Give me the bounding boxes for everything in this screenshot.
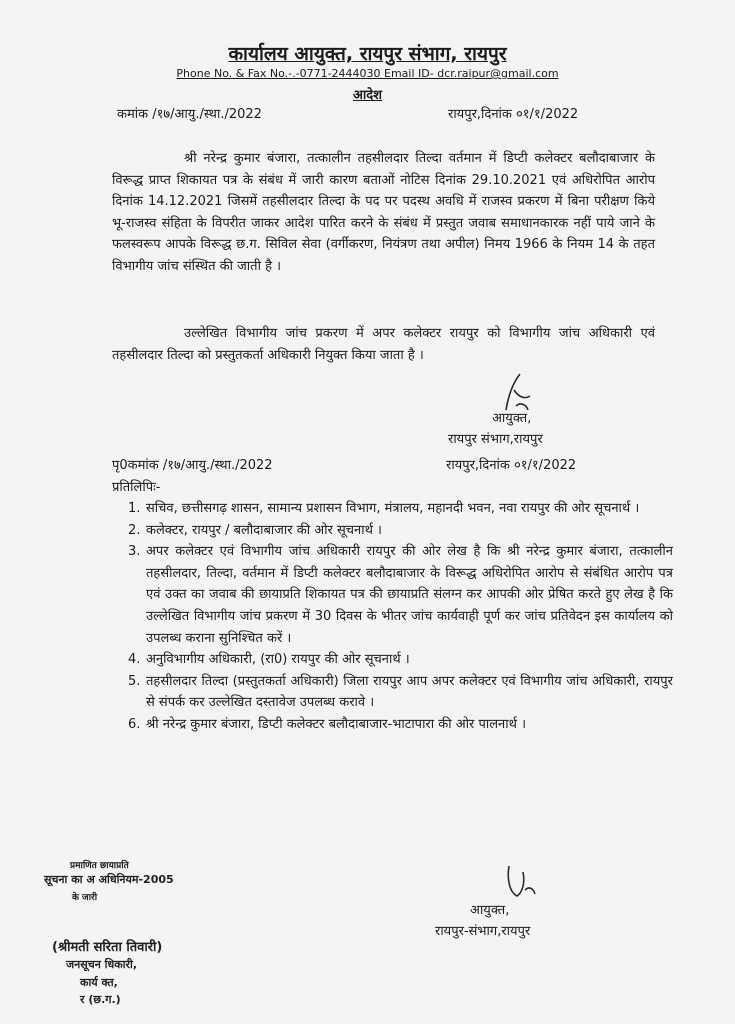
endorsement-date: रायपुर,दिनांक ०१/१/2022 xyxy=(446,458,577,473)
stamp-line-3: के जारी xyxy=(72,893,98,903)
body-paragraph-2 xyxy=(112,323,655,366)
office-title: कार्यालय आयुक्त, रायपुर संभाग, रायपुर xyxy=(228,43,507,65)
signature-1-designation: आयुक्त, xyxy=(492,411,532,426)
copy-list-number: 3. xyxy=(128,544,141,560)
body-paragraph-1 xyxy=(112,148,655,278)
stamp-officer-name: (श्रीमती सरिता तिवारी) xyxy=(52,940,163,955)
copy-list-item xyxy=(128,714,673,736)
order-number: कमांक /१७/आयु./स्था./2022 xyxy=(117,107,262,122)
copy-list-text: तहसीलदार तिल्दा (प्रस्तुतकर्ता अधिकारी) जिला रायपुर आप अपर कलेक्टर एवं विभागीय जांच अधिकारी, रायपुर से संपर्क कर उल्लेखित दस्तावेज उपलब्ध करावे । xyxy=(146,673,673,711)
copy-to-label: प्रतिलिपिः- xyxy=(112,480,161,495)
copy-list-number: 1. xyxy=(128,501,141,516)
order-heading: आदेश xyxy=(352,88,383,103)
stamp-line-1: प्रमाणित छायाप्रति xyxy=(70,861,129,871)
copy-list-text: अनुविभागीय अधिकारी, (रा0) रायपुर की ओर सूचनार्थ । xyxy=(146,652,410,668)
copy-list-text: सचिव, छत्तीसगढ़ शासन, सामान्य प्रशासन विभाग, मंत्रालय, महानदी भवन, नवा रायपुर की ओर सूचनार्थ । xyxy=(146,501,640,516)
body-paragraph-2-text: उल्लेखित विभागीय जांच प्रकरण में अपर कलेक्टर रायपुर को विभागीय जांच अधिकारी एवं तहसीलदार तिल्दा को प्रस्तुतकर्ता अधिकारी नियुक्त किया जाता है । xyxy=(112,326,655,363)
copy-list-text: अपर कलेक्टर एवं विभागीय जांच अधिकारी रायपुर की ओर लेख है कि श्री नरेन्द्र कुमार बंजारा, तत्कालीन तहसीलदार, तिल्दा, वर्तमान में डिप्टी कलेक्टर बलौदाबाजार के विरूद्ध अधिरोपित आरोप से संबंधित आरोप पत्र एवं उक्त का जवाब की छायाप्रति शिकायत पत्र की छायाप्रति संलग्न कर आपकी ओर प्रेषित करते हुए लेख है कि उल्लेखित विभागीय जांच प्रकरण में 30 दिवस के भीतर जांच कार्यवाही पूर्ण कर जांच प्रतिवेदन इस कार्यालय को उपलब्ध कराना सुनिश्चित करें । xyxy=(146,544,673,646)
copy-list-item xyxy=(128,541,673,649)
stamp-line-6: कार्य क्त, xyxy=(80,976,118,989)
signature-2-designation: आयुक्त, xyxy=(470,903,510,918)
copy-list-number: 2. xyxy=(128,522,141,538)
copy-list-item xyxy=(128,649,673,671)
copy-to-list xyxy=(128,498,673,736)
copy-list-number: 5. xyxy=(128,673,141,689)
signature-mark-2 xyxy=(503,862,541,902)
stamp-line-7: र (छ.ग.) xyxy=(80,993,121,1006)
copy-list-number: 4. xyxy=(128,652,141,668)
contact-line: Phone No. & Fax No.-.-0771-2444030 Email ID- dcr.raipur@gmail.com xyxy=(176,67,559,80)
body-paragraph-1-text: श्री नरेन्द्र कुमार बंजारा, तत्कालीन तहसीलदार तिल्दा वर्तमान में डिप्टी कलेक्टर बलौदाबाजार के विरूद्ध प्राप्त शिकायत पत्र के संबंध में जारी कारण बताओं नोटिस दिनांक 29.10.2021 एवं अधिरोपित आरोप दिनांक 14.12.2021 जिसमें तहसीलदार तिल्दा के पद पर पदस्थ अवधि में राजस्व प्रकरण में बिना परीक्षण किये भू-राजस्व संहिता के विपरीत जाकर आदेश पारित करने के संबंध में प्रस्तुत जवाब समाधानकारक नहीं पाये जाने के फलस्वरूप आपके विरूद्ध छ.ग. सिविल सेवा (वर्गीकरण, नियंत्रण तथा अपील) निमय 1966 के नियम 14 के तहत विभागीय जांच संस्थित की जाती है । xyxy=(112,151,655,274)
copy-list-text: कलेक्टर, रायपुर / बलौदाबाजार की ओर सूचनार्थ । xyxy=(146,522,382,538)
stamp-line-5: जनसूचन धिकारी, xyxy=(66,958,138,971)
signature-2-office: रायपुर-संभाग,रायपुर xyxy=(435,924,531,939)
copy-list-text: श्री नरेन्द्र कुमार बंजारा, डिप्टी कलेक्टर बलौदाबाजार-भाटापारा की ओर पालनार्थ । xyxy=(146,716,526,732)
copy-list-item xyxy=(128,498,673,520)
stamp-line-2: सूचना का अ अधिनियम-2005 xyxy=(44,873,174,886)
order-date: रायपुर,दिनांक ०१/१/2022 xyxy=(448,107,579,122)
copy-list-item xyxy=(128,671,673,714)
endorsement-number: पृ0कमांक /१७/आयु./स्था./2022 xyxy=(112,458,273,473)
copy-list-number: 6. xyxy=(128,716,141,732)
signature-1-office: रायपुर संभाग,रायपुर xyxy=(448,432,543,447)
copy-list-item xyxy=(128,520,673,542)
